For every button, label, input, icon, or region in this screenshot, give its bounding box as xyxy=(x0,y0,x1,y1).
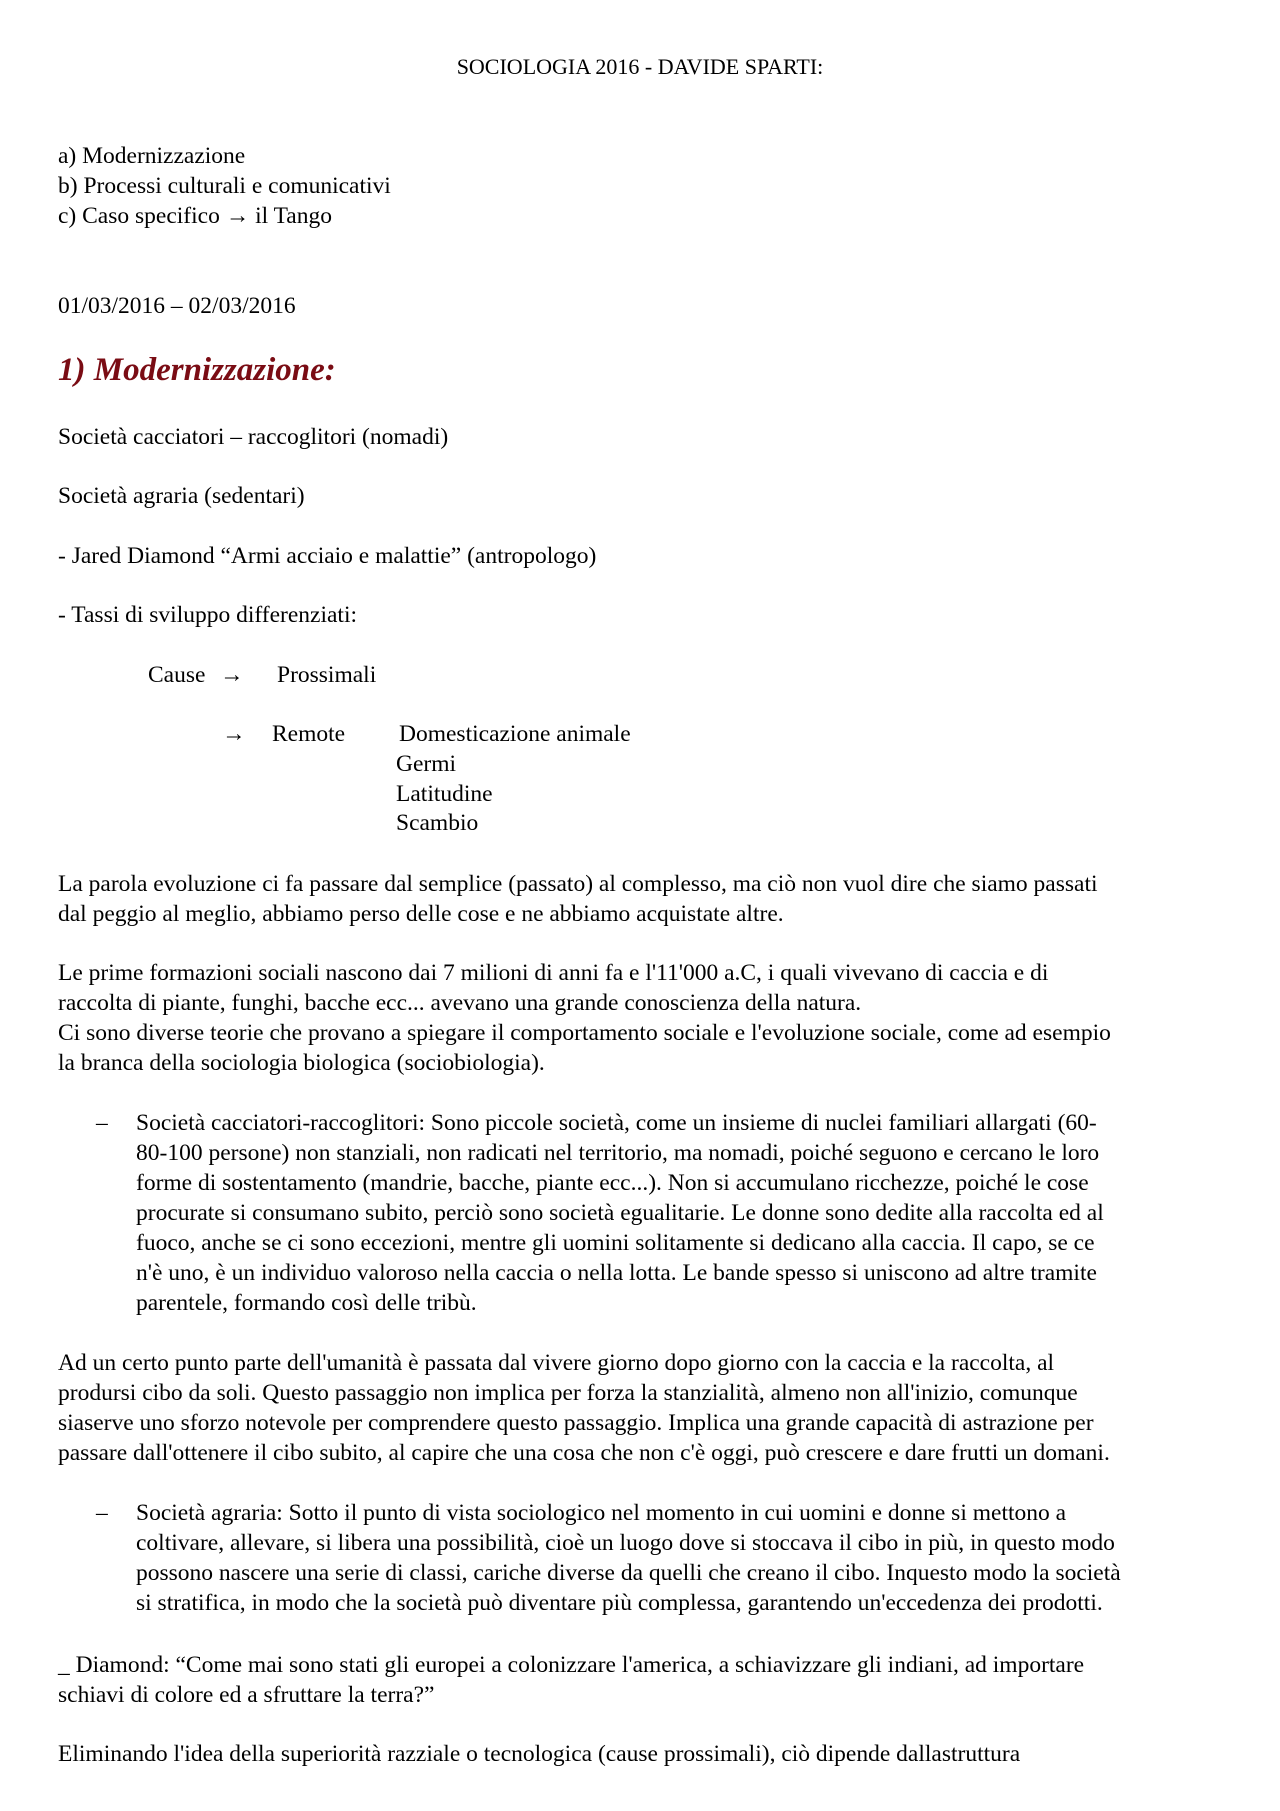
bullet-line: Società cacciatori-raccoglitori: Sono piccole società, come un insieme di nuclei familiari allargati (60- xyxy=(136,1110,1097,1136)
remote-item: Domesticazione animale xyxy=(399,721,631,747)
arrow-icon: → xyxy=(220,662,244,688)
bullet-line: procurate si consumano subito, perciò sono società egualitarie. Le donne sono dedite alla raccolta ed al xyxy=(136,1200,1104,1226)
bullet-line: fuoco, anche se ci sono eccezioni, mentre gli uomini solitamente si dedicano alla caccia. Il capo, se ce xyxy=(136,1230,1095,1256)
line-tassi: - Tassi di sviluppo differenziati: xyxy=(58,602,358,628)
line-cacciatori: Società cacciatori – raccoglitori (nomadi) xyxy=(58,424,449,450)
date-range: 01/03/2016 – 02/03/2016 xyxy=(58,293,296,319)
proximate-label: Prossimali xyxy=(277,662,377,688)
paragraph-line: dal peggio al meglio, abbiamo perso delle cose e ne abbiamo acquistate altre. xyxy=(58,901,784,927)
outline-item: c) Caso specifico → il Tango xyxy=(58,203,332,229)
paragraph-line: Le prime formazioni sociali nascono dai 7 milioni di anni fa e l'11'000 a.C, i quali vivevano di caccia e di xyxy=(58,960,1049,986)
paragraph-line: siaserve uno sforzo notevole per comprendere questo passaggio. Implica una grande capacità di astrazione per xyxy=(58,1410,1094,1436)
bullet-text xyxy=(136,1498,1231,1618)
remote-item: Latitudine xyxy=(396,781,493,807)
bullet-line: 80-100 persone) non stanziali, non radicati nel territorio, ma nomadi, poiché seguono e cercano le loro xyxy=(136,1140,1100,1166)
paragraph-formazioni xyxy=(58,958,1228,1078)
arrow-icon: → xyxy=(222,721,246,747)
document-title: SOCIOLOGIA 2016 - DAVIDE SPARTI: xyxy=(456,54,824,79)
outline-item: a) Modernizzazione xyxy=(58,143,246,169)
remote-item: Scambio xyxy=(396,810,479,836)
paragraph-line: prodursi cibo da soli. Questo passaggio non implica per forza la stanzialità, almeno non all'inizio, comunque xyxy=(58,1380,1078,1406)
cause-label: Cause xyxy=(148,662,206,688)
paragraph-line: _ Diamond: “Come mai sono stati gli europei a colonizzare l'america, a schiavizzare gli indiani, ad importare xyxy=(58,1652,1085,1678)
paragraph-line: passare dall'ottenere il cibo subito, al capire che una cosa che non c'è oggi, può crescere e dare frutti un domani. xyxy=(58,1440,1110,1466)
outline-item: b) Processi culturali e comunicativi xyxy=(58,173,391,199)
paragraph-passaggio xyxy=(58,1348,1228,1468)
paragraph-line: Eliminando l'idea della superiorità razziale o tecnologica (cause prossimali), ciò dipende dallastruttura xyxy=(58,1741,1021,1767)
remote-label: Remote xyxy=(272,721,346,747)
line-diamond: - Jared Diamond “Armi acciaio e malattie” (antropologo) xyxy=(58,543,597,569)
remote-item: Germi xyxy=(396,751,457,777)
paragraph-line: schiavi di colore ed a sfruttare la terra?” xyxy=(58,1682,435,1708)
bullet-line: parentele, formando così delle tribù. xyxy=(136,1290,477,1316)
paragraph-eliminando xyxy=(58,1739,1228,1769)
bullet-line: si stratifica, in modo che la società può diventare più complessa, garantendo un'eccedenza dei prodotti. xyxy=(136,1590,1103,1616)
outline-list xyxy=(58,141,1228,231)
bullet-marker: – xyxy=(96,1110,108,1136)
paragraph-evoluzione xyxy=(58,869,1228,929)
bullet-text xyxy=(136,1108,1231,1318)
bullet-marker: – xyxy=(96,1500,108,1526)
paragraph-line: raccolta di piante, funghi, bacche ecc... avevano una grande conoscienza della natura. xyxy=(58,990,862,1016)
paragraph-line: Ad un certo punto parte dell'umanità è passata dal vivere giorno dopo giorno con la caccia e la raccolta, al xyxy=(58,1350,1055,1376)
paragraph-line: la branca della sociologia biologica (sociobiologia). xyxy=(58,1050,545,1076)
bullet-line: n'è uno, è un individuo valoroso nella caccia o nella lotta. Le bande spesso si uniscono ad altre tramite xyxy=(136,1260,1097,1286)
paragraph-diamond-question xyxy=(58,1650,1228,1710)
bullet-line: Società agraria: Sotto il punto di vista sociologico nel momento in cui uomini e donne si mettono a xyxy=(136,1500,1067,1526)
paragraph-line: Ci sono diverse teorie che provano a spiegare il comportamento sociale e l'evoluzione sociale, come ad esempio xyxy=(58,1020,1111,1046)
line-agraria: Società agraria (sedentari) xyxy=(58,483,305,509)
bullet-line: possono nascere una serie di classi, cariche diverse da quelli che creano il cibo. Inquesto modo la società xyxy=(136,1560,1121,1586)
bullet-line: coltivare, allevare, si libera una possibilità, cioè un luogo dove si stoccava il cibo in più, in questo modo xyxy=(136,1530,1115,1556)
bullet-line: forme di sostentamento (mandrie, bacche, piante ecc...). Non si accumulano ricchezze, poiché le cose xyxy=(136,1170,1089,1196)
paragraph-line: La parola evoluzione ci fa passare dal semplice (passato) al complesso, ma ciò non vuol dire che siamo passati xyxy=(58,871,1098,897)
section-heading: 1) Modernizzazione: xyxy=(58,352,336,388)
